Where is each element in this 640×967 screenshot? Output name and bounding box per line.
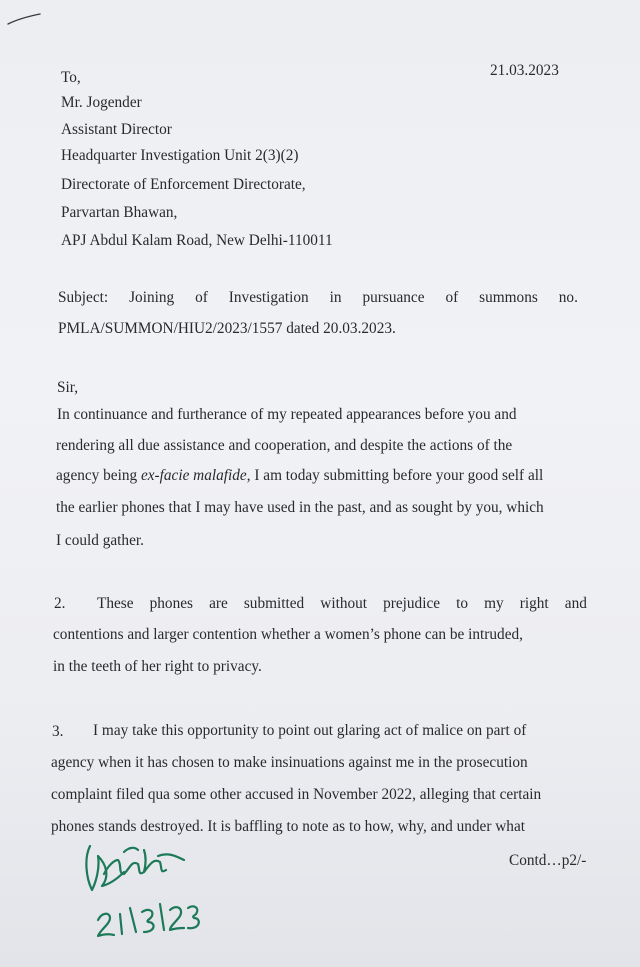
subject-word: summons [479, 289, 538, 306]
salutation-sir: Sir, [57, 379, 79, 396]
address-building: Parvartan Bhawan, [61, 204, 178, 221]
para3-number: 3. [52, 723, 64, 740]
para3-line: phones stands destroyed. It is baffling to note as to how, why, and under what [51, 818, 525, 835]
para3-line: agency when it has chosen to make insinuations against me in the prosecution [51, 754, 528, 771]
subject-word: of [195, 289, 208, 306]
subject-word: Subject: [58, 289, 109, 306]
para1-line: I could gather. [56, 532, 144, 549]
subject-word: no. [558, 289, 578, 306]
pen-stroke-mark [6, 8, 46, 28]
address-unit: Headquarter Investigation Unit 2(3)(2) [61, 147, 299, 164]
para1-text: , I am today submitting before your good self all [246, 467, 544, 484]
para2-number: 2. [54, 595, 66, 612]
para2-word: my [484, 595, 504, 612]
para2-word: are [209, 595, 228, 612]
subject-word: Joining [129, 289, 175, 306]
para1-text: agency being [56, 467, 141, 484]
address-directorate: Directorate of Enforcement Directorate, [61, 176, 306, 193]
para2-word: These [97, 595, 134, 612]
subject-word: in [329, 289, 342, 306]
para2-line: contentions and larger contention whether a women’s phone can be intruded, [53, 626, 523, 643]
para2-word: without [320, 595, 368, 612]
subject-word: of [445, 289, 459, 306]
para2-word: right [519, 595, 549, 612]
subject-summons-reference: PMLA/SUMMON/HIU2/2023/1557 dated 20.03.2023. [58, 320, 396, 337]
para2-word: to [456, 595, 469, 612]
para1-line: In continuance and furtherance of my repeated appearances before you and [57, 406, 517, 423]
salutation-to: To, [61, 69, 81, 86]
para2-first-line [97, 595, 587, 613]
handwritten-signature [80, 838, 210, 953]
para1-line: rendering all due assistance and cooperation, and despite the actions of the [56, 437, 513, 454]
subject-line [58, 289, 578, 307]
para2-word: prejudice [383, 595, 441, 612]
para2-line: in the teeth of her right to privacy. [53, 658, 262, 675]
address-road: APJ Abdul Kalam Road, New Delhi-110011 [61, 232, 333, 249]
para3-first-line: I may take this opportunity to point out glaring act of malice on part of [93, 722, 527, 739]
para3-line: complaint filed qua some other accused in November 2022, alleging that certain [51, 786, 542, 803]
address-name: Mr. Jogender [61, 94, 142, 111]
continued-marker: Contd…p2/- [509, 852, 587, 869]
subject-word: Investigation [228, 289, 309, 306]
para2-word: and [564, 595, 587, 612]
letter-date: 21.03.2023 [490, 62, 559, 79]
para1-italic-phrase: ex-facie malafide [140, 467, 247, 484]
para1-line: the earlier phones that I may have used in the past, and as sought by you, which [56, 499, 544, 516]
para1-line [56, 468, 543, 483]
para2-word: submitted [243, 595, 305, 612]
para2-word: phones [149, 595, 193, 612]
subject-word: pursuance [362, 289, 425, 306]
address-designation: Assistant Director [61, 121, 172, 138]
